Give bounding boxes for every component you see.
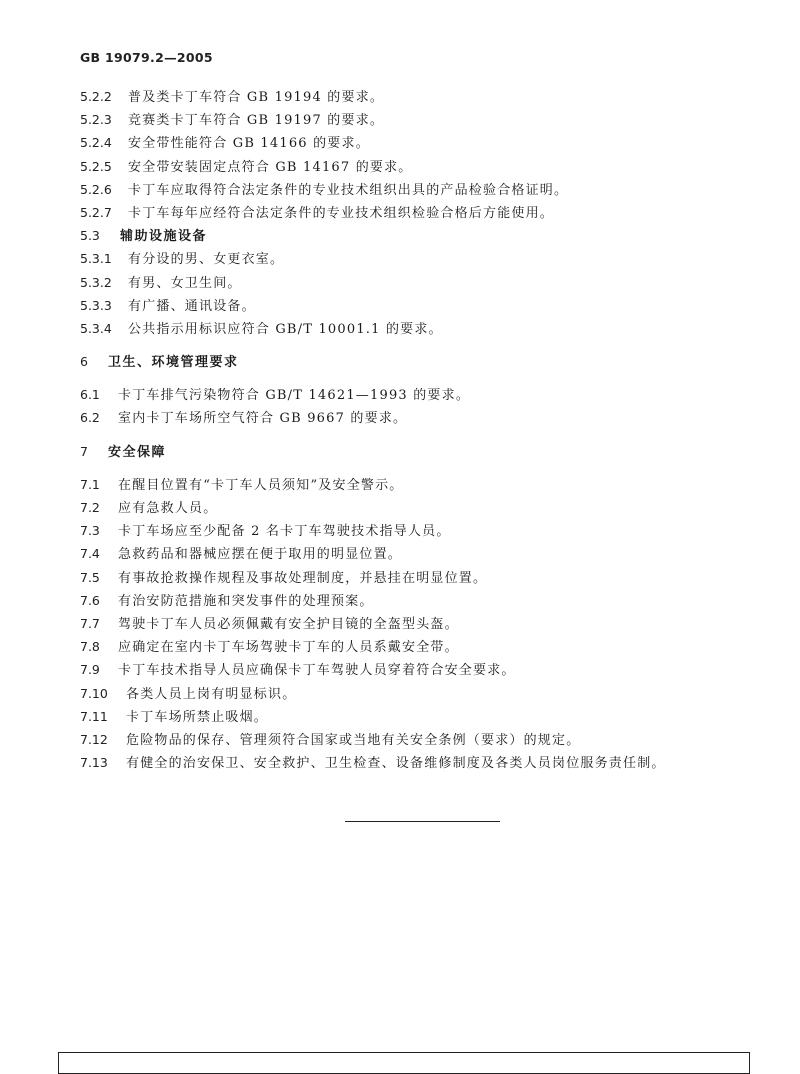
clause-text: 危险物品的保存、管理须符合国家或当地有关安全条例（要求）的规定。	[126, 732, 581, 748]
clause-text: 安全带安装固定点符合 GB 14167 的要求。	[128, 159, 413, 175]
spacer	[80, 374, 720, 384]
clause-text: 卡丁车技术指导人员应确保卡丁车驾驶人员穿着符合安全要求。	[118, 663, 516, 679]
clause-number: 5.3.4	[80, 320, 112, 336]
clause-text: 有广播、通讯设备。	[128, 298, 256, 314]
clause-7-5	[80, 567, 720, 590]
clause-number: 5.3.3	[80, 297, 112, 313]
clause-number: 5.2.2	[80, 89, 112, 104]
clause-number: 5.2.7	[80, 204, 112, 220]
clause-5-2-6	[80, 179, 720, 202]
clause-5-2-7	[80, 202, 720, 225]
standard-code-header: GB 19079.2—2005	[80, 50, 213, 65]
clause-7-13	[80, 752, 720, 775]
clause-number: 7.11	[80, 708, 108, 724]
section-heading-6	[80, 351, 720, 374]
clause-number: 7.4	[80, 546, 100, 562]
spacer	[80, 341, 720, 351]
section-number: 7	[80, 443, 88, 459]
clause-number: 7.12	[80, 731, 108, 747]
clause-number: 7.3	[80, 523, 100, 539]
clause-number: 7.10	[80, 685, 108, 701]
clause-text: 有分设的男、女更衣室。	[128, 252, 285, 268]
clause-7-7	[80, 613, 720, 636]
clause-number: 7.8	[80, 639, 100, 655]
clause-number: 7.7	[80, 615, 100, 631]
clause-text: 有男、女卫生间。	[128, 275, 242, 291]
clause-5-3-2	[80, 272, 720, 295]
clause-number: 7.6	[80, 592, 100, 608]
clause-number: 5.2.6	[80, 181, 112, 197]
clause-text: 卡丁车每年应经符合法定条件的专业技术组织检验合格后方能使用。	[128, 205, 555, 221]
clause-number: 5.3.2	[80, 274, 112, 290]
end-of-document-rule	[345, 821, 500, 822]
clause-number: 5.2.3	[80, 112, 112, 128]
clause-7-10	[80, 683, 720, 706]
section-number: 6	[80, 354, 88, 370]
clause-text: 竞赛类卡丁车符合 GB 19197 的要求。	[128, 113, 385, 129]
clause-text: 应有急救人员。	[118, 501, 218, 516]
clause-7-6	[80, 590, 720, 613]
clause-5-3-3	[80, 295, 720, 318]
clause-7-3	[80, 520, 720, 543]
clause-text: 卡丁车排气污染物符合 GB/T 14621—1993 的要求。	[118, 388, 471, 404]
clause-5-2-2	[80, 86, 720, 109]
clause-number: 7.9	[80, 662, 100, 678]
bottom-frame-border	[58, 1052, 750, 1074]
subsection-number: 5.3	[80, 228, 100, 244]
clause-5-3-4	[80, 318, 720, 341]
spacer	[80, 464, 720, 474]
clause-5-3-1	[80, 248, 720, 271]
clause-text: 急救药品和器械应摆在便于取用的明显位置。	[118, 547, 403, 563]
clause-7-12	[80, 729, 720, 752]
clause-7-8	[80, 636, 720, 659]
clause-number: 5.2.4	[80, 135, 112, 151]
clause-6-2	[80, 407, 720, 430]
clause-number: 5.3.1	[80, 251, 112, 267]
clause-number: 7.1	[80, 476, 100, 492]
clause-number: 7.13	[80, 755, 108, 771]
clause-text: 公共指示用标识应符合 GB/T 10001.1 的要求。	[128, 321, 443, 337]
clause-7-1	[80, 474, 720, 497]
clause-7-2	[80, 497, 720, 520]
section-title: 卫生、环境管理要求	[108, 355, 239, 371]
section-title: 安全保障	[108, 444, 167, 460]
clause-text: 有健全的治安保卫、安全救护、卫生检查、设备维修制度及各类人员岗位服务责任制。	[126, 756, 666, 772]
clause-5-2-3	[80, 109, 720, 132]
clause-7-11	[80, 706, 720, 729]
clause-5-2-5	[80, 156, 720, 179]
clause-6-1	[80, 384, 720, 407]
section-heading-7	[80, 441, 720, 464]
clause-text: 有治安防范措施和突发事件的处理预案。	[118, 593, 374, 609]
clause-text: 有事故抢救操作规程及事故处理制度，并悬挂在明显位置。	[118, 570, 488, 586]
clause-text: 驾驶卡丁车人员必须佩戴有安全护目镜的全盔型头盔。	[118, 616, 459, 632]
document-body	[80, 86, 720, 775]
spacer	[80, 431, 720, 441]
clause-text: 在醒目位置有“卡丁车人员须知”及安全警示。	[118, 477, 404, 493]
clause-text: 卡丁车应取得符合法定条件的专业技术组织出具的产品检验合格证明。	[128, 182, 569, 198]
clause-text: 室内卡丁车场所空气符合 GB 9667 的要求。	[118, 411, 408, 427]
subsection-title: 辅助设施设备	[120, 229, 208, 245]
clause-text: 卡丁车场所禁止吸烟。	[126, 709, 269, 725]
clause-7-9	[80, 659, 720, 682]
clause-7-4	[80, 543, 720, 566]
clause-text: 卡丁车场应至少配备 2 名卡丁车驾驶技术指导人员。	[118, 524, 451, 540]
clause-number: 6.2	[80, 410, 100, 426]
clause-number: 7.2	[80, 500, 100, 515]
clause-text: 应确定在室内卡丁车场驾驶卡丁车的人员系戴安全带。	[118, 640, 459, 656]
clause-number: 5.2.5	[80, 158, 112, 174]
clause-text: 各类人员上岗有明显标识。	[126, 686, 297, 702]
clause-text: 普及类卡丁车符合 GB 19194 的要求。	[128, 90, 385, 105]
subsection-heading-5-3	[80, 225, 720, 248]
clause-number: 6.1	[80, 387, 100, 403]
clause-text: 安全带性能符合 GB 14166 的要求。	[128, 136, 370, 152]
clause-5-2-4	[80, 132, 720, 155]
clause-number: 7.5	[80, 569, 100, 585]
